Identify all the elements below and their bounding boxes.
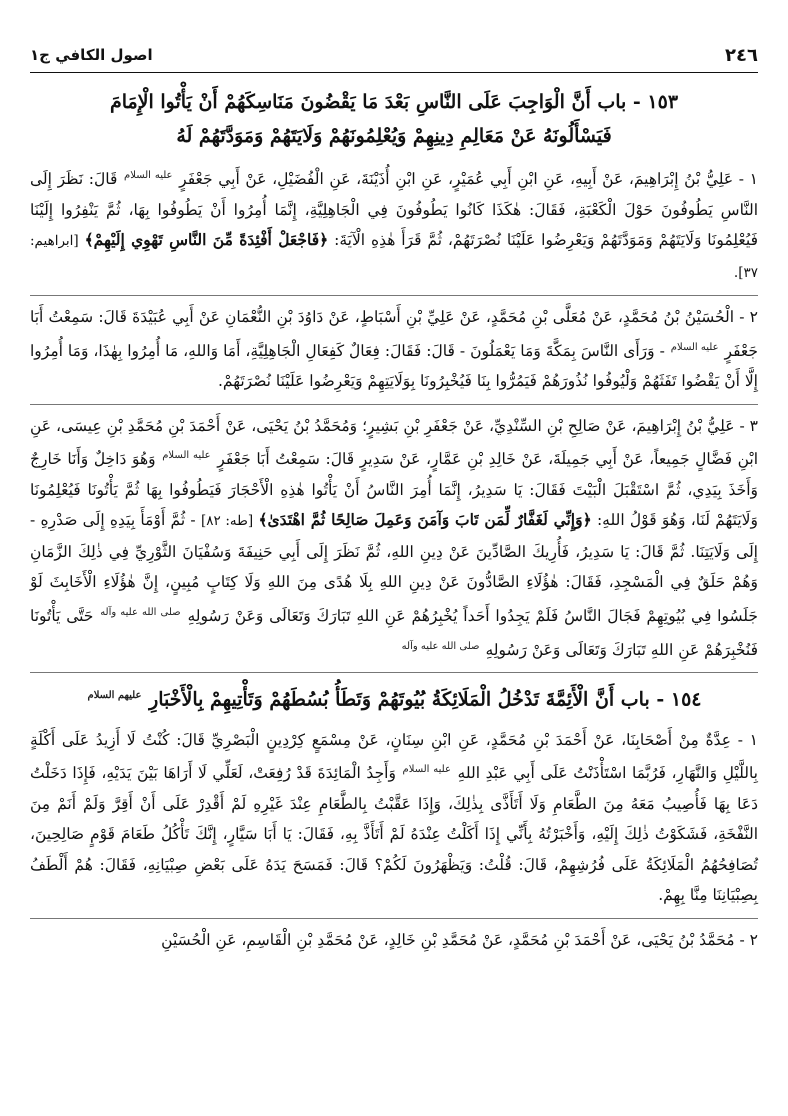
honorific-mark: عليه السلام [670,341,719,353]
page-number: ٢٤٦ [725,44,758,66]
hadith-text: ٣ - عَلِيُّ بْنُ إِبْرَاهِيمَ، عَنْ صَالِحِ بْنِ السِّنْدِيِّ، عَنْ جَعْفَرِ بْنِ بَشِيرٍ؛ وَمُحَمَّدُ بْنُ يَحْيَى، عَنْ أَحْمَدَ بْنِ مُحَمَّدِ بْنِ عِيسَى، عَنِ ابْنِ فَضَّالٍ جَمِيعاً، عَنْ أَبِي جَمِيلَةَ، عَنْ خَالِدِ بْنِ عَمَّارٍ، عَنْ سَدِيرٍ قَالَ: سَمِعْتُ أَبَا جَعْفَرٍ [30,416,759,469]
hadith-divider [30,295,758,296]
hadith-text: حَتَّى يَأْتُونَا فَنُخْبِرَهُمْ عَنِ اللهِ تَبَارَكَ وَتَعَالَى وَعَنْ رَسُولِهِ [30,607,758,659]
hadith-153-1 [30,161,758,291]
hadith-text: ٢ - الْحُسَيْنُ بْنُ مُحَمَّدٍ، عَنْ مُعَلَّى بْنِ مُحَمَّدٍ، عَنْ عَلِيِّ بْنِ أَسْبَاطٍ، عَنْ دَاوُدَ بْنِ النُّعْمَانِ عَنْ أَبِي عُبَيْدَةَ قَالَ: سَمِعْتُ أَبَا جَعْفَرٍ [30,308,758,360]
page-header [30,38,758,72]
honorific-mark: عليه السلام [162,450,211,462]
honorific-mark: عليه السلام [402,764,451,776]
hadith-text: - ثُمَّ أَوْمَأَ بِيَدِهِ إِلَى صَدْرِهِ - إِلَى وَلَايَتِنَا. ثُمَّ قَالَ: يَا سَدِيرُ، فَأُرِيكَ الصَّادِّينَ عَنْ دِينِ اللهِ، ثُمَّ نَظَرَ إِلَى أَبِي حَنِيفَةَ وَسُفْيَانَ الثَّوْرِيِّ فِي ذٰلِكَ الزَّمَانِ وَهُمْ حَلَقٌ فِي الْمَسْجِدِ، فَقَالَ: هٰؤُلَاءِ الصَّادُّونَ عَنْ دِينِ اللهِ بِلَا هُدًى مِنَ اللهِ وَلَا كِتَابٍ مُبِينٍ، إِنَّ هٰؤُلَاءِ الْأَخَابِثَ لَوْ جَلَسُوا فِي بُيُوتِهِمْ فَجَالَ النَّاسُ فَلَمْ يَجِدُوا أَحَداً يُخْبِرُهُمْ عَنِ اللهِ تَبَارَكَ وَتَعَالَى وَعَنْ رَسُولِهِ [30,511,759,626]
chapter-divider [30,672,758,673]
book-title: اصول الكافي ج١ [30,46,153,64]
hadith-153-2 [30,302,758,400]
chapter-154-title [40,679,748,716]
honorific-mark: عليه السلام [124,170,173,181]
chapter-153-title-line-2: فَيَسْأَلُونَهُ عَنْ مَعَالِمِ دِينِهِمْ وَيُعْلِمُونَهُمْ وَلَايَتَهُمْ وَمَوَدَّتَهُمْ لَهُ [176,125,612,147]
hadith-text: ١ - عِدَّةٌ مِنْ أَصْحَابِنَا، عَنْ أَحْمَدَ بْنِ مُحَمَّدٍ، عَنِ ابْنِ سِنَانٍ، عَنْ مِسْمَعٍ كِرْدِينٍ الْبَصْرِيِّ قَالَ: كُنْتُ لَا أَزِيدُ عَلَى أَكْلَةٍ بِاللَّيْلِ وَالنَّهَارِ، فَرُبَّمَا اسْتَأْذَنْتُ عَلَى أَبِي عَبْدِ اللهِ [30,730,758,783]
hadith-text: وَهُوَ دَاخِلٌ وَأَنَا خَارِجٌ وَأَخَذَ بِيَدِي، ثُمَّ اسْتَقْبَلَ الْبَيْتَ فَقَالَ: يَا سَدِيرُ، إِنَّمَا أُمِرَ النَّاسُ أَنْ يَأْتُوا هٰذِهِ الْأَحْجَارَ فَيَطُوفُوا بِهَا ثُمَّ يَأْتُونَا فَيُعْلِمُونَا وَلَايَتَهُمْ لَنَا، وَهُوَ قَوْلُ اللهِ: [30,450,758,530]
hadith-text: قَالَ: نَظَرَ إِلَى النَّاسِ يَطُوفُونَ حَوْلَ الْكَعْبَةِ، فَقَالَ: هٰكَذَا كَانُوا يَطُوفُونَ فِي الْجَاهِلِيَّةِ، إِنَّمَا أُمِرُوا أَنْ يَطُوفُوا بِهَا، ثُمَّ يَنْفِرُوا إِلَيْنَا فَيُعْلِمُونَا وَلَايَتَهُمْ وَمَوَدَّتَهُمْ وَيَعْرِضُوا عَلَيْنَا نُصْرَتَهُمْ، ثُمَّ قَرَأَ هٰذِهِ الْآيَةَ: [30,170,758,250]
quran-reference: [طه: ٨٢] [200,513,254,530]
chapter-153-title [40,85,748,153]
hadith-154-2 [30,925,758,959]
hadith-153-3 [30,411,758,668]
honorific-mark: صلى الله عليه وآله [100,606,181,618]
chapter-154-title-text: ١٥٤ - باب أَنَّ الْأَئِمَّةَ تَدْخُلُ الْمَلَائِكَةُ بُيُوتَهُمْ وَتَطَأُ بُسُطَهُمْ وَتَأْتِيهِمْ بِالْأَخْبَارِ [149,688,702,711]
hadith-154-1 [30,725,758,914]
honorific-mark: صلى الله عليه وآله [401,640,480,652]
honorific-mark: عليهم السلام [87,690,142,702]
hadith-text: ١ - عَلِيُّ بْنُ إِبْرَاهِيمَ، عَنْ أَبِيهِ، عَنِ ابْنِ أَبِي عُمَيْرٍ، عَنِ ابْنِ أُذَيْنَةَ، عَنِ الْفُضَيْلِ، عَنْ أَبِي جَعْفَرٍ [179,170,758,189]
hadith-divider [30,918,758,919]
hadith-text: وَأَجِدُ الْمَائِدَةَ قَدْ رُفِعَتْ، لَعَلِّي لَا أَرَاهَا بَيْنَ يَدَيْهِ، فَإِذَا دَخَلْتُ دَعَا بِهَا فَأُصِيبُ مَعَهُ مِنَ الطَّعَامِ وَلَا أَتَأَذَّى بِذٰلِكَ، وَإِذَا عَقَّبْتُ بِالطَّعَامِ عِنْدَ غَيْرِهِ لَمْ أَقْدِرْ عَلَى أَنْ أَقِرَّ وَلَمْ أَنَمْ مِنَ النَّفْخَةِ، فَشَكَوْتُ ذٰلِكَ إِلَيْهِ، وَأَخْبَرْتُهُ بِأَنِّي إِذَا أَكَلْتُ عِنْدَهُ لَمْ أَتَأَذَّ بِهِ، فَقَالَ: يَا أَبَا سَيَّارٍ، إِنَّكَ تَأْكُلُ طَعَامَ قَوْمٍ صَالِحِينَ، تُصَافِحُهُمُ الْمَلَائِكَةُ عَلَى فُرُشِهِمْ، قَالَ: قُلْتُ: وَيَظْهَرُونَ لَكُمْ؟ قَالَ: فَمَسَحَ يَدَهُ عَلَى بَعْضِ صِبْيَانِهِ، فَقَالَ: هُمْ أَلْطَفُ بِصِبْيَانِنَا مِنَّا بِهِمْ. [30,764,758,905]
hadith-divider [30,404,758,405]
quran-verse: ﴿فَاجْعَلْ أَفْئِدَةً مِّنَ النَّاسِ تَهْوِي إِلَيْهِمْ﴾ [84,230,329,250]
hadith-text: ٢ - مُحَمَّدُ بْنُ يَحْيَى، عَنْ أَحْمَدَ بْنِ مُحَمَّدٍ، عَنْ مُحَمَّدِ بْنِ خَالِدٍ، عَنْ مُحَمَّدِ بْنِ الْقَاسِمِ، عَنِ الْحُسَيْنِ [161,930,758,949]
quran-reference: [ابراهيم: ٣٧]. [30,233,758,281]
quran-verse: ﴿وَإِنِّي لَغَفَّارٌ لِّمَن تَابَ وَآمَنَ وَعَمِلَ صَالِحًا ثُمَّ اهْتَدَىٰ﴾ [258,510,592,530]
header-divider [30,72,758,73]
hadith-text: - وَرَأَى النَّاسَ بِمَكَّةَ وَمَا يَعْمَلُونَ - قَالَ: فَقَالَ: فِعَالٌ كَفِعَالِ الْجَاهِلِيَّةِ، أَمَا وَاللهِ، مَا أُمِرُوا بِهٰذَا، وَمَا أُمِرُوا إِلَّا أَنْ يَقْضُوا تَفَثَهُمْ وَلْيُوفُوا نُذُورَهُمْ فَيَمُرُّوا بِنَا فَيُخْبِرُونَا بِوَلَايَتِهِمْ وَيَعْرِضُوا عَلَيْنَا نُصْرَتَهُمْ. [30,341,758,391]
chapter-153-title-line-1: ١٥٣ - باب أَنَّ الْوَاجِبَ عَلَى النَّاسِ بَعْدَ مَا يَقْضُونَ مَنَاسِكَهُمْ أَنْ يَأْتُوا الْإِمَامَ [109,91,679,113]
